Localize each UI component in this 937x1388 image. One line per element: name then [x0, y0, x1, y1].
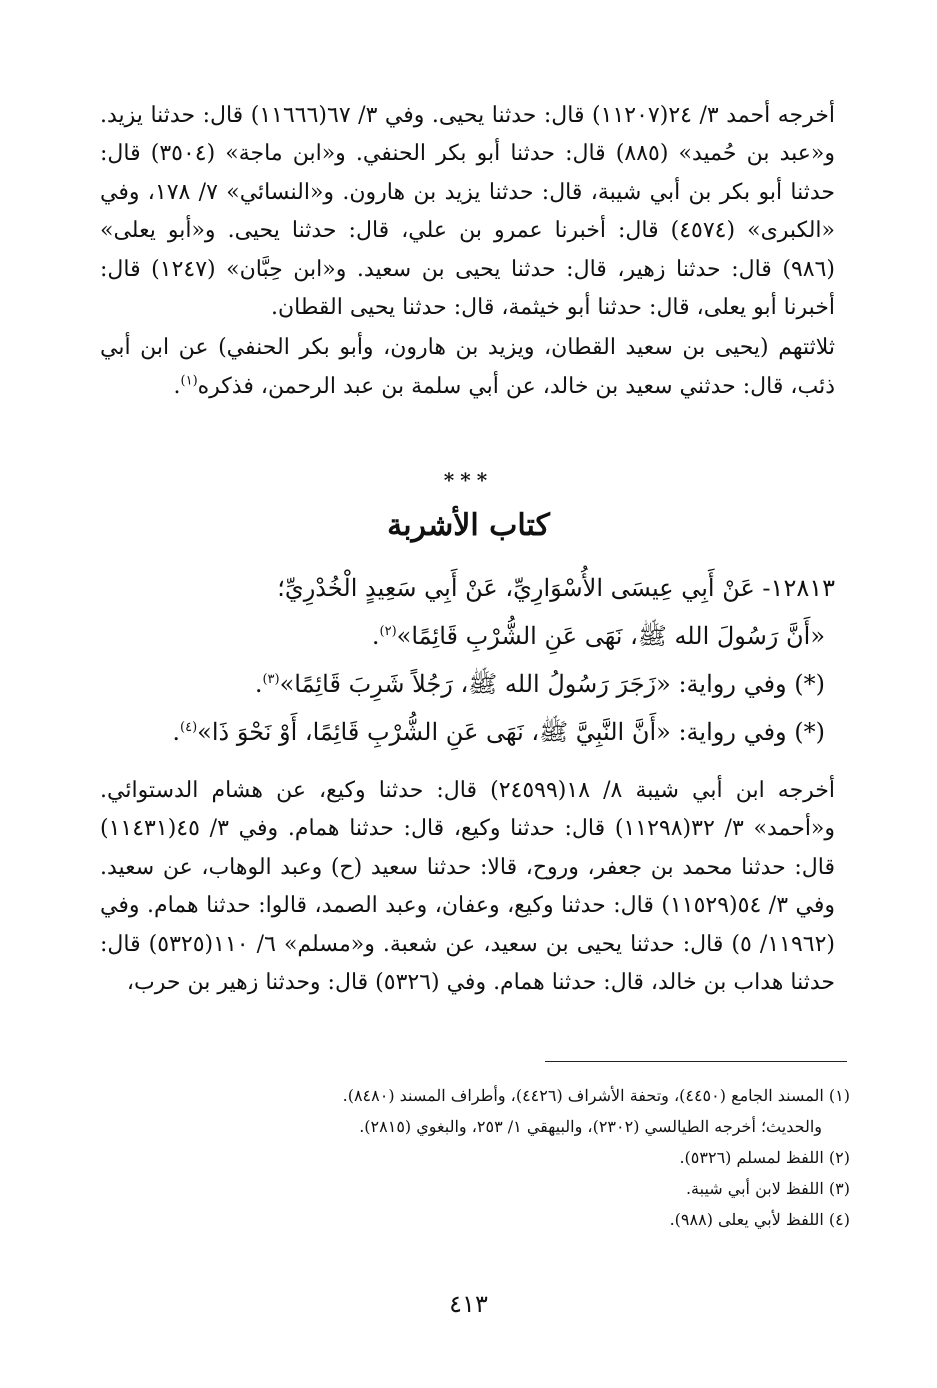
narrators-paragraph: [100, 329, 835, 406]
footnote-4: (٤) اللفظ لأبي يعلى (٩٨٨).: [669, 1210, 850, 1229]
variant-1-text: (*) وفي رواية: «زَجَرَ رَسُولُ الله ﷺ، رَجُلاً شَرِبَ قَائِمًا»: [279, 670, 825, 698]
hadith-block: [120, 564, 835, 756]
hadith-variant-1: [120, 660, 835, 708]
chapter-title: كتاب الأشربة: [387, 508, 550, 543]
hadith-number-line: ١٢٨١٣- عَنْ أَبِي عِيسَى الأُسْوَارِيِّ، عَنْ أَبِي سَعِيدٍ الْخُدْرِيِّ؛: [277, 574, 835, 602]
footnote-ref-4: (٤): [180, 720, 198, 735]
footnote-ref-2: (٢): [379, 624, 397, 639]
page-number: ٤١٣: [449, 1290, 488, 1318]
hadith-main-text: [120, 612, 835, 660]
footnote-divider: [545, 1061, 847, 1062]
footnote-1: (١) المسند الجامع (٤٤٥٠)، وتحفة الأشراف (٤٤٢٦)، وأطراف المسند (٨٤٨٠).: [342, 1086, 850, 1105]
variant-2-text: (*) وفي رواية: «أَنَّ النَّبِيَّ ﷺ، نَهَى عَنِ الشُّرْبِ قَائِمًا، أَوْ نَحْوَ ذَا»: [197, 718, 825, 746]
period: .: [173, 373, 181, 399]
hadith-main-matn: «أَنَّ رَسُولَ الله ﷺ، نَهَى عَنِ الشُّرْبِ قَائِمًا»: [396, 622, 825, 650]
takhrij-paragraph-2: أخرجه ابن أبي شيبة ٨/ ١٨(٢٤٥٩٩) قال: حدثنا وكيع، عن هشام الدستوائي. و«أحمد» ٣/ ٣٢(١١٢٩٨) قال: حدثنا وكيع، قال: حدثنا همام. وفي ٣/ ٤٥(١١٤٣١) قال: حدثنا محمد بن جعفر، وروح، قالا: حدثنا سعيد (ح) وعبد الوهاب، عن سعيد. وفي ٣/ ٥٤(١١٥٢٩) قال: حدثنا وكيع، وعفان، وعبد الصمد، قالوا: حدثنا همام. وفي (١١٩٦٢/ ٥) قال: حدثنا يحيى بن سعيد، عن شعبة. و«مسلم» ٦/ ١١٠(٥٣٢٥) قال: حدثنا هداب بن خالد، قال: حدثنا همام. وفي (٥٣٢٦) قال: وحدثنا زهير بن حرب،: [100, 778, 836, 996]
takhrij-block-bottom: [100, 772, 835, 1002]
narrators-text: ثلاثتهم (يحيى بن سعيد القطان، ويزيد بن هارون، وأبو بكر الحنفي) عن ابن أبي ذئب، قال: حدثني سعيد بن خالد، عن أبي سلمة بن عبد الرحمن، فذكره: [100, 335, 835, 399]
takhrij-block-top: [100, 97, 835, 406]
footnote-1-continued: والحديث؛ أخرجه الطيالسي (٢٣٠٢)، والبيهقي ١/ ٢٥٣، والبغوي (٢٨١٥).: [359, 1117, 822, 1136]
footnote-ref-3: (٣): [262, 672, 280, 687]
takhrij-paragraph: أخرجه أحمد ٣/ ٢٤(١١٢٠٧) قال: حدثنا يحيى. وفي ٣/ ٦٧(١١٦٦٦) قال: حدثنا يزيد. و«عبد بن حُميد» (٨٨٥) قال: حدثنا أبو بكر الحنفي. و«ابن ماجة» (٣٥٠٤) قال: حدثنا أبو بكر بن أبي شيبة، قال: حدثنا يزيد بن هارون. و«النسائي» ٧/ ١٧٨، وفي «الكبرى» (٤٥٧٤) قال: أخبرنا عمرو بن علي، قال: حدثنا يحيى. و«أبو يعلى» (٩٨٦) قال: حدثنا زهير، قال: حدثنا يحيى بن سعيد. و«ابن حِبَّان» (١٢٤٧) قال: أخبرنا أبو يعلى، قال: حدثنا أبو خيثمة، قال: حدثنا يحيى القطان.: [100, 103, 836, 321]
period: .: [172, 718, 181, 746]
footnotes: [200, 1080, 850, 1235]
footnote-2: (٢) اللفظ لمسلم (٥٣٢٦).: [679, 1148, 850, 1167]
footnote-ref-1: (١): [180, 373, 198, 389]
period: .: [371, 622, 380, 650]
footnote-3: (٣) اللفظ لابن أبي شيبة.: [685, 1179, 850, 1198]
section-separator: ***: [443, 468, 494, 492]
hadith-variant-2: [120, 708, 835, 756]
period: .: [254, 670, 263, 698]
